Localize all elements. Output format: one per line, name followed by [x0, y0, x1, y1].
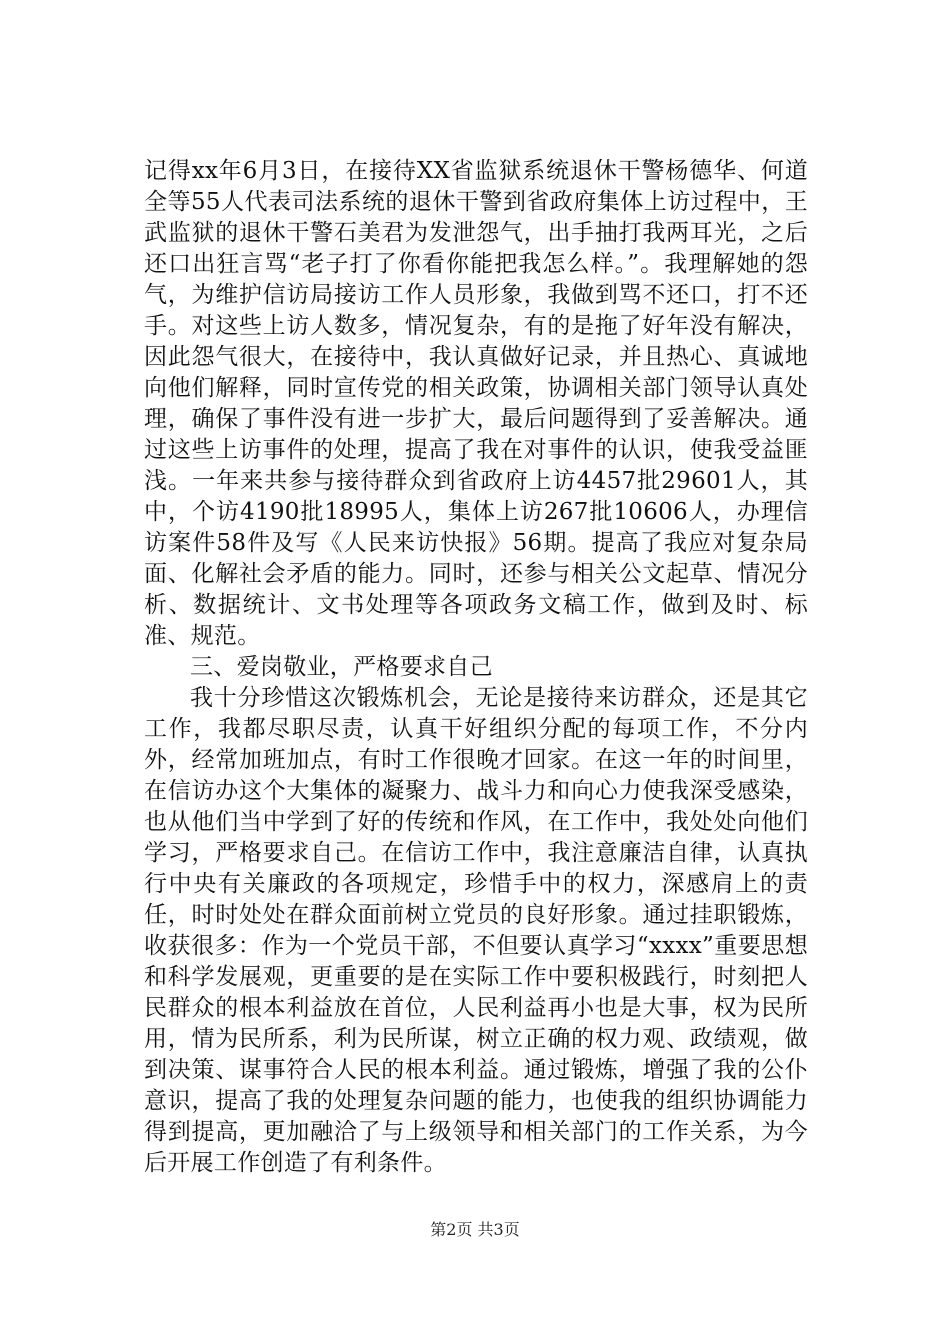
document-body [144, 156, 808, 1179]
page-number-footer: 第2页 共3页 [430, 1220, 520, 1239]
paragraph-self-discipline: 我十分珍惜这次锻炼机会，无论是接待来访群众，还是其它工作，我都尽职尽责，认真干好组织分配的每项工作，不分内外，经常加班加点，有时工作很晚才回家。在这一年的时间里，在信访办这个大集体的凝聚力、战斗力和向心力使我深受感染，也从他们当中学到了好的传统和作风，在工作中，我处处向他们学习，严格要求自己。在信访工作中，我注意廉洁自律，认真执行中央有关廉政的各项规定，珍惜手中的权力，深感肩上的责任，时时处处在群众面前树立党员的良好形象。通过挂职锻炼，收获很多：作为一个党员干部，不但要认真学习“xxxx”重要思想和科学发展观，更重要的是在实际工作中要积极践行，时刻把人民群众的根本利益放在首位，人民利益再小也是大事，权为民所用，情为民所系，利为民所谋，树立正确的权力观、政绩观，做到决策、谋事符合人民的根本利益。通过锻炼，增强了我的公仆意识，提高了我的处理复杂问题的能力，也使我的组织协调能力得到提高，更加融洽了与上级领导和相关部门的工作关系，为今后开展工作创造了有利条件。 [144, 685, 808, 1176]
section-heading-dedication: 三、爱岗敬业，严格要求自己 [190, 654, 493, 680]
paragraph-visits-record: 记得xx年6月3日，在接待XX省监狱系统退休干警杨德华、何道全等55人代表司法系统的退休干警到省政府集体上访过程中，王武监狱的退休干警石美君为发泄怨气，出手抽打我两耳光，之后还口出狂言骂“老子打了你看你能把我怎么样。”。我理解她的怨气，为维护信访局接访工作人员形象，我做到骂不还口，打不还手。对这些上访人数多，情况复杂，有的是拖了好年没有解决，因此怨气很大，在接待中，我认真做好记录，并且热心、真诚地向他们解释，同时宣传党的相关政策，协调相关部门领导认真处理，确保了事件没有进一步扩大，最后问题得到了妥善解决。通过这些上访事件的处理，提高了我在对事件的认识，使我受益匪浅。一年来共参与接待群众到省政府上访4457批29601人，其中，个访4190批18995人，集体上访267批10606人，办理信访案件58件及写《人民来访快报》56期。提高了我应对复杂局面、化解社会矛盾的能力。同时，还参与相关公文起草、情况分析、数据统计、文书处理等各项政务文稿工作，做到及时、标准、规范。 [144, 158, 808, 649]
